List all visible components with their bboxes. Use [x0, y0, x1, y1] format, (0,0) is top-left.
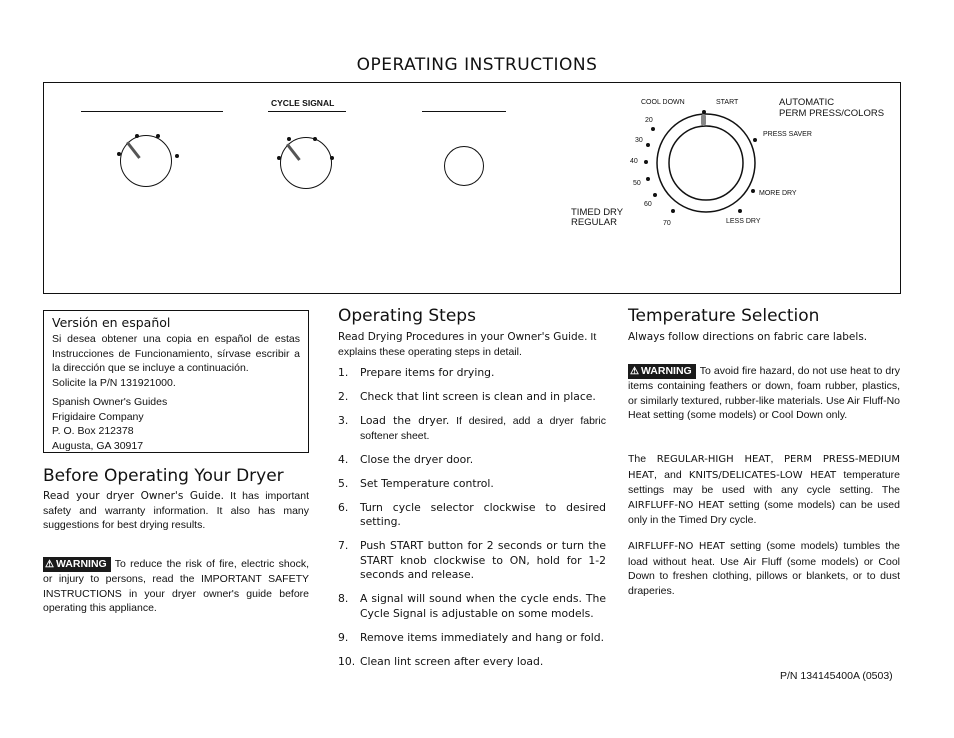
dial-dot	[653, 193, 657, 197]
knob-dot	[287, 137, 291, 141]
knob-dot	[156, 134, 160, 138]
dial-dot	[646, 143, 650, 147]
step-number: 7.	[338, 539, 349, 552]
cycle-signal-knob[interactable]	[280, 137, 332, 189]
dial-minute-label: 40	[630, 158, 638, 165]
address-line: P. O. Box 212378	[52, 425, 134, 437]
knob-dot	[330, 156, 334, 160]
dial-dot	[738, 209, 742, 213]
cycle-signal-label: CYCLE SIGNAL	[271, 98, 335, 108]
knob-dot	[277, 156, 281, 160]
warning-badge	[43, 557, 111, 572]
knob-dot	[117, 152, 121, 156]
temperature-knob[interactable]	[120, 135, 172, 187]
warning-label: WARNING	[55, 558, 107, 570]
panel-label-line-left	[81, 111, 223, 112]
dial-label-regular: REGULAR	[571, 217, 617, 228]
address-line: Frigidaire Company	[52, 410, 144, 423]
dial-dot	[702, 110, 706, 114]
knob-dot	[135, 134, 139, 138]
warning-text: To avoid fire hazard, do not use heat to dry items containing feathers or down, foam rubber, plastics, or similarly textured, rubber-like materials. Use Air Fluff-No Heat setting (some models) or Cool Down only.	[628, 365, 900, 421]
dial-label-perm-press-colors: PERM PRESS/COLORS	[779, 108, 885, 119]
dial-label-start: START	[716, 99, 739, 106]
before-warning	[43, 557, 309, 616]
warning-label: WARNING	[640, 365, 692, 377]
dial-dot	[651, 127, 655, 131]
warning-triangle-icon: ⚠	[630, 366, 639, 377]
dial-inner-ring	[669, 126, 743, 200]
temperature-lead: Always follow directions on fabric care labels.	[628, 331, 868, 343]
knob-dot	[313, 137, 317, 141]
dial-pointer	[701, 114, 706, 126]
part-number: P/N 134145400A (0503)	[780, 670, 893, 682]
step-number: 2.	[338, 390, 349, 403]
step-item	[338, 539, 606, 583]
step-item	[338, 366, 606, 381]
step-number: 5.	[338, 476, 349, 490]
spanish-body: Si desea obtener una copia en español de estas Instrucciones de Funcionamiento, sírvase escribir a la dirección que se incluye a continuación.	[52, 333, 300, 374]
step-number: 1.	[338, 366, 349, 379]
temperature-selection-heading: Temperature Selection	[628, 306, 820, 326]
before-operating-heading: Before Operating Your Dryer	[43, 466, 284, 486]
dial-dot	[646, 177, 650, 181]
airfluff-paragraph: AIRFLUFF-NO HEAT setting (some models) tumbles the load without heat. Use Air Fluff (some models) or Cool Down to freshen clothing, pillows or blankets, or to dust draperies.	[628, 540, 900, 597]
before-operating-text	[43, 489, 309, 533]
spanish-address	[52, 395, 300, 453]
spanish-version-box	[43, 310, 309, 453]
operating-steps-heading: Operating Steps	[338, 306, 476, 326]
steps-lead-rest: It explains these operating steps in detail.	[338, 331, 597, 358]
step-text: Set Temperature control.	[360, 476, 494, 490]
operating-steps-intro	[338, 330, 606, 359]
dial-label-automatic: AUTOMATIC	[779, 97, 835, 108]
dial-label-cool-down: COOL DOWN	[641, 99, 685, 106]
step-text: Clean lint screen after every load.	[360, 654, 544, 668]
step-text: Load the dryer. If desired, add a dryer fabric softener sheet.	[360, 414, 606, 442]
dial-dot	[671, 209, 675, 213]
panel-label-line-right	[422, 111, 506, 112]
dial-minute-label: 60	[644, 201, 652, 208]
dial-label-timed-dry: TIMED DRY	[571, 207, 624, 218]
dial-dot	[751, 189, 755, 193]
control-panel	[43, 82, 901, 294]
step-number: 3.	[338, 414, 349, 427]
step-text: Push START button for 2 seconds or turn the START knob clockwise to ON, hold for 1-2 seconds and release.	[360, 539, 606, 581]
dial-minute-label: 30	[635, 137, 643, 144]
knob-dot	[175, 154, 179, 158]
step-number: 10.	[338, 654, 356, 668]
address-line: Augusta, GA 30917	[52, 439, 144, 452]
step-number: 8.	[338, 592, 349, 605]
temperature-warning	[628, 364, 900, 423]
step-text: Turn cycle selector clockwise to desired setting.	[360, 500, 606, 528]
dial-dot	[753, 138, 757, 142]
knob-pointer	[126, 141, 141, 159]
step-text: A signal will sound when the cycle ends. The Cycle Signal is adjustable on some models.	[360, 592, 606, 620]
dial-label-less-dry: LESS DRY	[726, 218, 761, 225]
step-text: Prepare items for drying.	[360, 366, 495, 379]
dial-label-press-saver: PRESS SAVER	[763, 131, 812, 138]
address-line: Spanish Owner's Guides	[52, 396, 168, 408]
step-number: 6.	[338, 500, 349, 514]
warning-badge	[628, 364, 696, 379]
spanish-part-number: Solicite la P/N 131921000.	[52, 376, 176, 389]
dial-dot	[644, 160, 648, 164]
step-item	[338, 631, 606, 646]
dial-minute-label: 20	[645, 117, 653, 124]
dial-minute-label: 70	[663, 220, 671, 227]
steps-lead: Read Drying Procedures in your Owner's Guide.	[338, 331, 588, 343]
spanish-title: Versión en español	[52, 315, 171, 330]
step-item	[338, 453, 606, 468]
knob-pointer	[286, 143, 301, 161]
step-item	[338, 390, 606, 405]
step-item	[338, 414, 606, 443]
warning-triangle-icon: ⚠	[45, 559, 54, 570]
start-button[interactable]	[444, 146, 484, 186]
panel-label-line-cycle-signal	[268, 111, 346, 112]
operating-steps-list	[338, 366, 606, 679]
temperature-settings-paragraph: The REGULAR-HIGH HEAT, PERM PRESS-MEDIUM HEAT, and KNITS/DELICATES-LOW HEAT temperature settings may be used with any cycle setting. The AIRFLUFF-NO HEAT setting (some models) can be used only in the Timed Dry cycle.	[628, 453, 900, 526]
step-item	[338, 477, 606, 492]
page-title: OPERATING INSTRUCTIONS	[356, 55, 598, 75]
step-number: 9.	[338, 630, 349, 644]
warning-text: To reduce the risk of fire, electric shock, or injury to persons, read the IMPORTANT SAFETY INSTRUCTIONS in your dryer owner's guide before operating this appliance.	[43, 558, 309, 614]
dial-minute-label: 50	[633, 180, 641, 187]
dial-label-more-dry: MORE DRY	[759, 190, 797, 197]
step-item	[338, 501, 606, 530]
step-text: Close the dryer door.	[360, 452, 474, 466]
before-operating-body: It has important safety and warranty information. It also has many suggestions for best drying results.	[43, 490, 309, 531]
before-operating-lead: Read your dryer Owner's Guide.	[43, 490, 225, 502]
step-number: 4.	[338, 452, 349, 466]
step-text: Check that lint screen is clean and in place.	[360, 390, 596, 403]
step-item	[338, 655, 606, 670]
step-item	[338, 592, 606, 621]
step-text: Remove items immediately and hang or fold.	[360, 630, 605, 644]
